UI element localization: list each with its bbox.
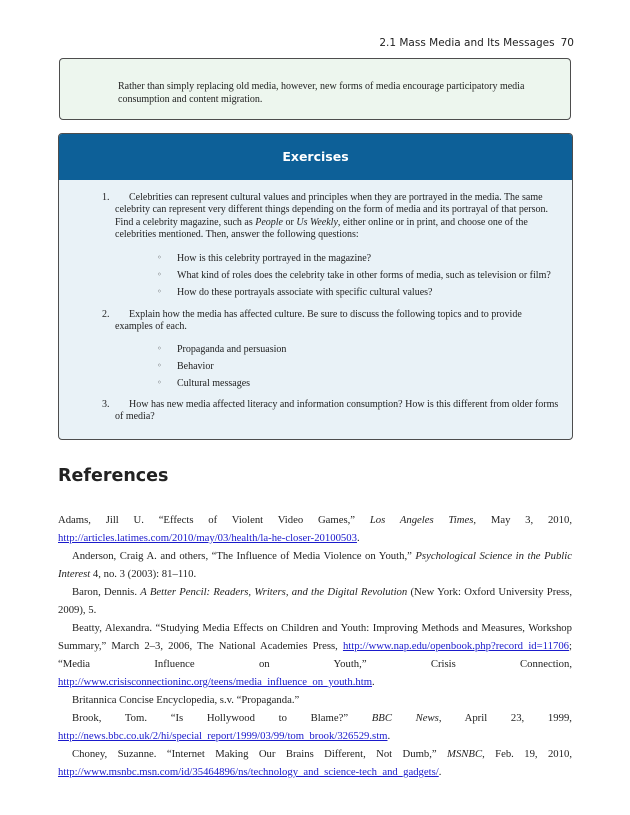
exercise-text [115, 192, 559, 242]
exercises-box [58, 133, 573, 440]
callout-text: Rather than simply replacing old media, however, new forms of media encourage participatory media consumption and content migration. [118, 81, 525, 105]
reference-text: Brook, Tom. “Is Hollywood to Blame?” [72, 712, 372, 724]
magazine-name: People [255, 216, 283, 228]
callout-box [59, 58, 571, 120]
reference-entry [58, 691, 572, 709]
bullet-icon: ◦ [157, 378, 162, 387]
exercise-text: Explain how the media has affected culture. Be sure to discuss the following topics and to provide examples of each. [115, 309, 522, 333]
exercise-text-part: Celebrities can represent cultural values and principles when they are portrayed in the media. The same celebrity can represent very different things depending on the form of media and its portrayal of that person. Find a celebrity magazine, such as [115, 192, 549, 228]
reference-text: . [438, 766, 442, 778]
references-list [58, 511, 572, 781]
bullet-icon: ◦ [157, 253, 162, 262]
reference-title: A Better Pencil: Readers, Writers, and the Digital Revolution [140, 586, 408, 598]
exercise-number: 2. [102, 309, 110, 320]
reference-title: Los Angeles Times [369, 514, 474, 526]
sub-question [157, 270, 573, 282]
exercises-title: Exercises [59, 134, 572, 180]
sub-question-text: What kind of roles does the celebrity take in other forms of media, such as television or film? [177, 270, 551, 281]
page-number: 70 [560, 37, 574, 49]
sub-topic-text: Propaganda and persuasion [177, 344, 287, 355]
reference-title: MSNBC [447, 748, 483, 760]
sub-question-text: How is this celebrity portrayed in the magazine? [177, 253, 372, 264]
reference-entry [58, 745, 572, 781]
exercise-item [102, 309, 559, 334]
exercise-number: 1. [102, 192, 110, 203]
reference-text: Adams, Jill U. “Effects of Violent Video Games,” [58, 514, 370, 526]
reference-entry [58, 619, 572, 691]
references-heading: References [58, 466, 169, 486]
reference-text: ; “Media Influence on Youth,” Crisis Connection, [58, 640, 572, 670]
bullet-icon: ◦ [157, 287, 162, 296]
reference-text: Baron, Dennis. [72, 586, 141, 598]
reference-text: . [372, 676, 375, 688]
sub-topic-text: Cultural messages [177, 378, 251, 389]
exercise-item [102, 192, 559, 242]
reference-entry [58, 583, 572, 619]
reference-text: Beatty, Alexandra. “Studying Media Effects on Children and Youth: Improving Methods and Measures, Workshop Summary,” March 2–3, 2006, The National Academies Press, [58, 622, 572, 652]
exercise-number: 3. [102, 399, 110, 410]
reference-entry [58, 709, 572, 745]
reference-text: . [387, 730, 391, 742]
reference-title: Psychological Science in the Public Interest [58, 550, 572, 580]
sub-topic [157, 361, 573, 373]
sub-topic [157, 344, 573, 356]
bullet-icon: ◦ [157, 270, 162, 279]
exercise-text-part: or [283, 216, 297, 228]
sub-question-text: How do these portrayals associate with specific cultural values? [177, 287, 433, 298]
reference-link[interactable]: http://www.crisisconnectioninc.org/teens/media_influence_on_youth.htm [58, 676, 373, 688]
magazine-name: Us Weekly [296, 216, 338, 228]
sub-topic-text: Behavior [177, 361, 214, 372]
reference-text: (New York: Oxford University Press, 2009), 5. [58, 586, 572, 616]
reference-entry [58, 547, 572, 583]
reference-text: Choney, Suzanne. “Internet Making Our Brains Different, Not Dumb,” [72, 748, 448, 760]
sub-question [157, 253, 573, 265]
exercise-text: How has new media affected literacy and information consumption? How is this different from older forms of media? [115, 399, 559, 423]
reference-text: , May 3, 2010, [473, 514, 573, 526]
exercise-text-part: , either online or in print, and choose one of the celebrities mentioned. Then, answer the following questions: [115, 216, 528, 241]
bullet-icon: ◦ [157, 344, 162, 353]
sub-topic [157, 378, 573, 390]
reference-text: Anderson, Craig A. and others, “The Influence of Media Violence on Youth,” [72, 550, 416, 562]
sub-question [157, 287, 573, 299]
reference-text: . [356, 532, 360, 544]
reference-entry [58, 511, 572, 547]
exercise-item [102, 399, 559, 424]
reference-text: Britannica Concise Encyclopedia, s.v. “Propaganda.” [72, 694, 300, 706]
section-title: 2.1 Mass Media and Its Messages [379, 37, 555, 49]
reference-link[interactable]: http://www.nap.edu/openbook.php?record_id=11706 [342, 640, 570, 652]
reference-text: , Feb. 19, 2010, [482, 748, 572, 760]
reference-link[interactable]: http://articles.latimes.com/2010/may/03/health/la-he-closer-20100503 [58, 532, 357, 544]
reference-title: BBC News [371, 712, 439, 724]
reference-text: 4, no. 3 (2003): 81–110. [90, 568, 197, 580]
reference-link[interactable]: http://www.msnbc.msn.com/id/35464896/ns/technology_and_science-tech_and_gadgets/ [58, 766, 439, 778]
bullet-icon: ◦ [157, 361, 162, 370]
reference-link[interactable]: http://news.bbc.co.uk/2/hi/special_report/1999/03/99/tom_brook/326529.stm [58, 730, 388, 742]
reference-text: , April 23, 1999, [438, 712, 572, 724]
running-header [379, 37, 574, 49]
